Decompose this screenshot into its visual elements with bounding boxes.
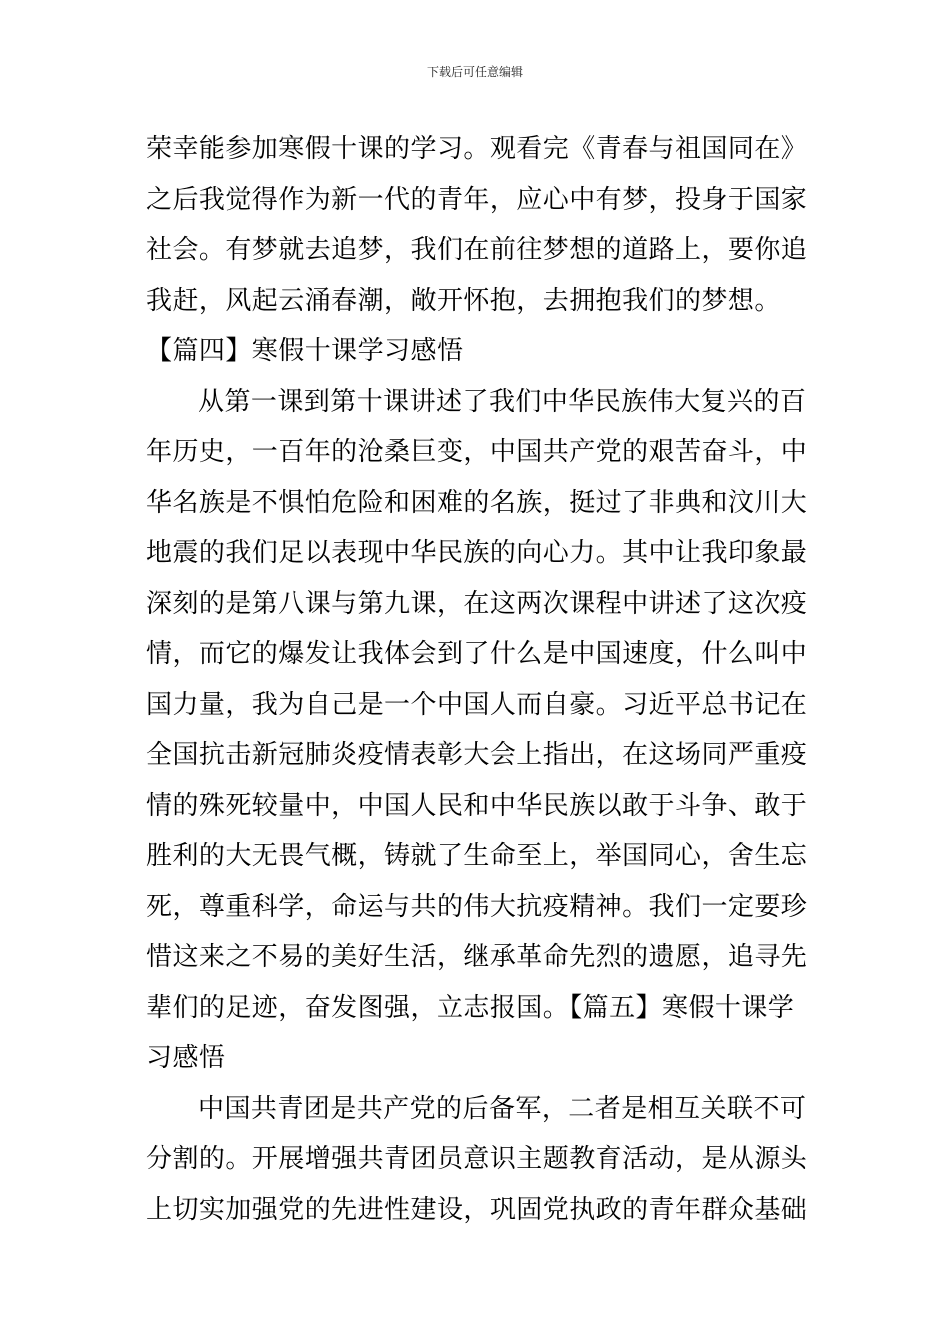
- text-line: 分割的。开展增强共青团员意识主题教育活动，是从源头: [146, 1144, 808, 1174]
- text-line: 国力量，我为自己是一个中国人而自豪。习近平总书记在: [146, 689, 808, 720]
- text-line: 情，而它的爆发让我体会到了什么是中国速度，什么叫中: [146, 639, 808, 669]
- text-line: 辈们的足迹，奋发图强，立志报国。【篇五】寒假十课学: [146, 992, 795, 1023]
- text-line: 华名族是不惧怕危险和困难的名族，挺过了非典和汶川大: [146, 487, 808, 518]
- text-line: 年历史，一百年的沧桑巨变，中国共产党的艰苦奋斗，中: [146, 437, 808, 467]
- text-line: 地震的我们足以表现中华民族的向心力。其中让我印象最: [146, 538, 808, 568]
- document-body: [146, 124, 811, 1235]
- text-line: 之后我觉得作为新一代的青年，应心中有梦，投身于国家: [146, 184, 808, 215]
- text-line: 中国共青团是共产党的后备军，二者是相互关联不可: [198, 1093, 807, 1124]
- text-line: 死，尊重科学，命运与共的伟大抗疫精神。我们一定要珍: [146, 891, 808, 922]
- text-line: 从第一课到第十课讲述了我们中华民族伟大复兴的百: [198, 386, 807, 417]
- text-line: 习感悟: [146, 1043, 226, 1073]
- text-line: 全国抗击新冠肺炎疫情表彰大会上指出，在这场同严重疫: [146, 740, 808, 770]
- text-line: 我赶，风起云涌春潮，敞开怀抱，去拥抱我们的梦想。: [146, 285, 781, 316]
- page-header: 下载后可任意编辑: [426, 65, 523, 79]
- text-line: 胜利的大无畏气概，铸就了生命至上，举国同心，舍生忘: [146, 841, 808, 871]
- text-line: 情的殊死较量中，中国人民和中华民族以敢于斗争、敢于: [146, 790, 808, 821]
- section-heading: 【篇四】寒假十课学习感悟: [146, 336, 464, 366]
- text-line: 荣幸能参加寒假十课的学习。观看完《青春与祖国同在》: [146, 134, 808, 164]
- text-line: 惜这来之不易的美好生活，继承革命先烈的遗愿，追寻先: [146, 942, 808, 972]
- text-line: 社会。有梦就去追梦，我们在前往梦想的道路上，要你追: [146, 235, 808, 265]
- text-line: 深刻的是第八课与第九课，在这两次课程中讲述了这次疫: [146, 588, 808, 619]
- text-line: 上切实加强党的先进性建设，巩固党执政的青年群众基础: [146, 1194, 808, 1225]
